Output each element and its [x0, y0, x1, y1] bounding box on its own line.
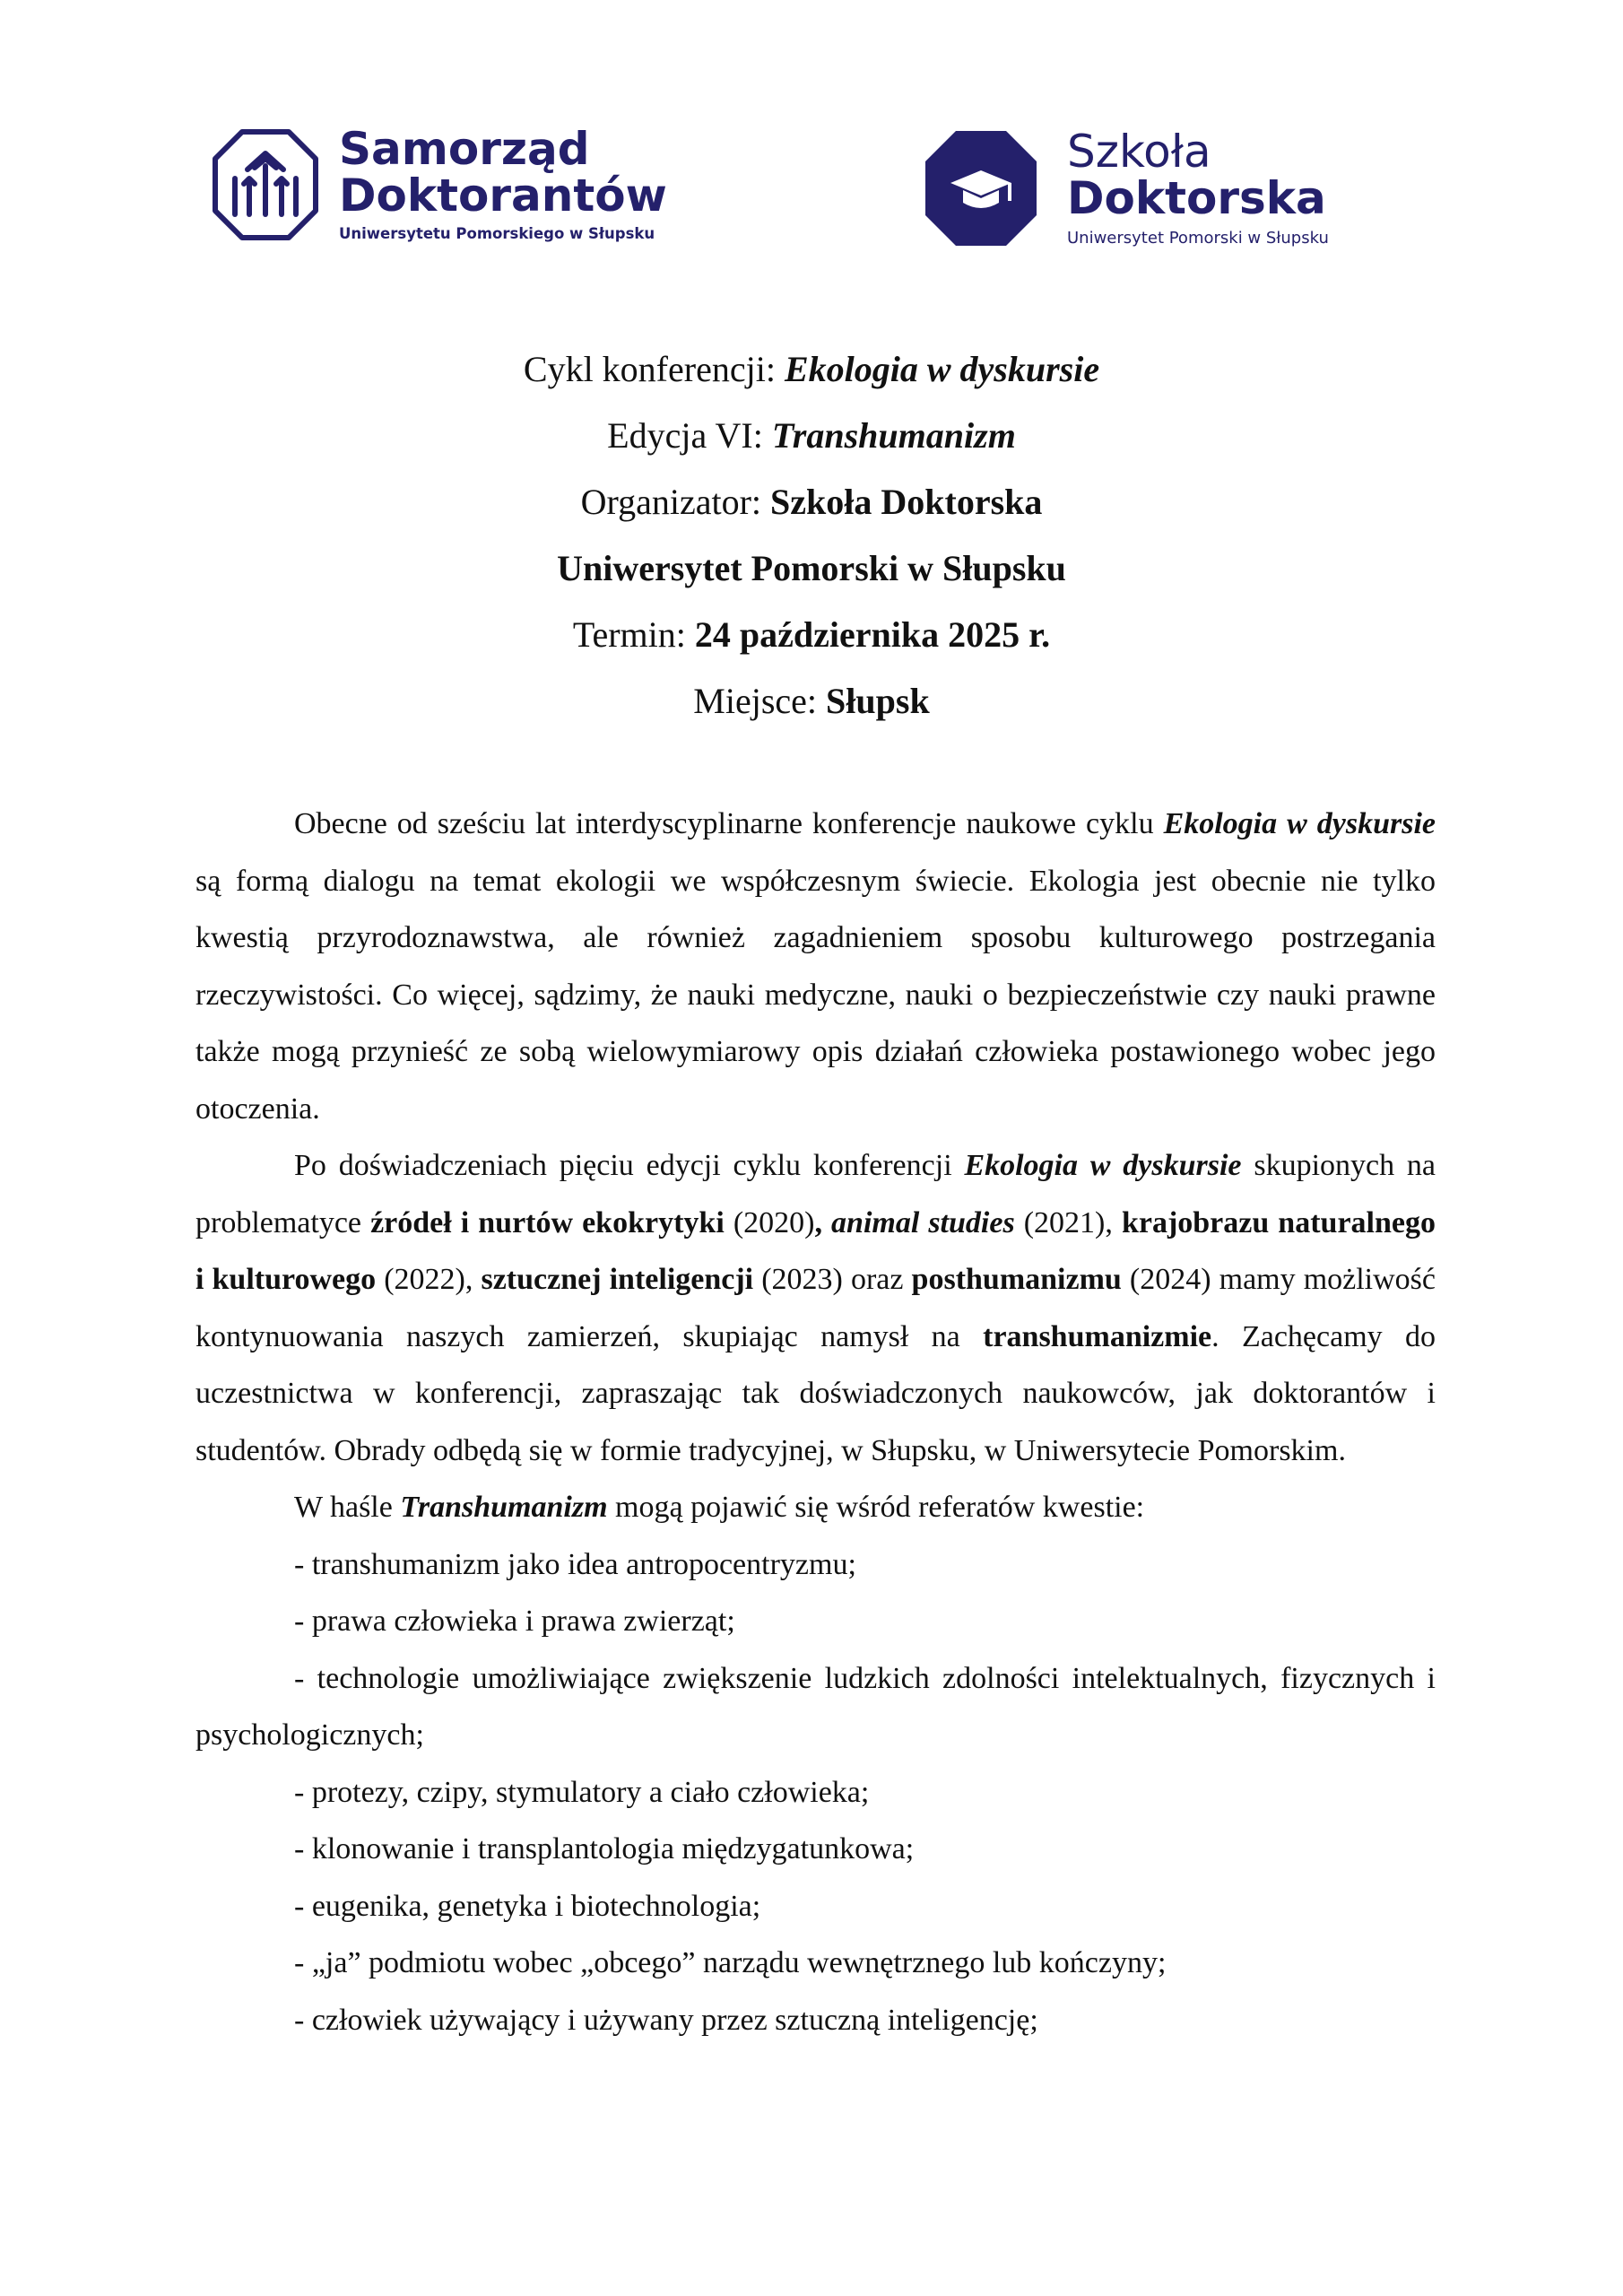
list-item: - technologie umożliwiające zwiększenie ludzkich zdolności intelektualnych, fizycznych i psychologicznych; — [195, 1661, 1436, 1752]
p2-text-6: (2023) oraz — [753, 1263, 912, 1296]
p2-text-4: (2021), — [1014, 1205, 1122, 1239]
szkola-logo-line2: Doktorska — [1067, 172, 1326, 224]
organizer-line — [0, 469, 1623, 535]
topics-list — [195, 1536, 1436, 2049]
list-item: - protezy, czipy, stymulatory a ciało człowieka; — [294, 1775, 870, 1809]
edition-name: Transhumanizm — [771, 415, 1016, 456]
p1-series-name: Ekologia w dyskursie — [1163, 807, 1436, 840]
list-item: - eugenika, genetyka i biotechnologia; — [294, 1889, 761, 1923]
samorzad-logo-line2: Doktorantów — [339, 170, 667, 222]
series-line — [0, 336, 1623, 403]
edition-label: Edycja VI: — [607, 415, 772, 456]
place-value: Słupsk — [826, 681, 930, 721]
p2-text-3: (2020) — [724, 1205, 815, 1239]
list-intro-text-1: W haśle — [294, 1491, 401, 1524]
p2-text-2: skupionych na problematyce — [195, 1149, 1436, 1239]
place-label: Miejsce: — [693, 681, 827, 721]
p1-text-2: są formą dialogu na temat ekologii we współczesnym świecie. Ekologia jest obecnie nie tylko kwestią przyrodoznawstwa, ale również zagadnieniem sposobu kulturowego postrzegania rzeczywistości. Co więcej, sądzimy, że nauki medyczne, nauki o bezpieczeństwie czy nauki prawne także mogą przynieść ze sobą wielowymiarowy opis działań człowieka postawionego wobec jego otoczenia. — [195, 864, 1436, 1126]
samorzad-logo-line1: Samorząd — [339, 123, 590, 175]
list-item: - klonowanie i transplantologia międzygatunkowa; — [294, 1832, 915, 1866]
p2-comma: , — [814, 1205, 832, 1239]
list-item: - człowiek używający i używany przez sztuczną inteligencję; — [294, 2003, 1038, 2037]
p2-topic-krajobraz: krajobrazu naturalnego i kulturowego — [195, 1205, 1436, 1296]
paragraph-history — [195, 1137, 1436, 1479]
p2-series-name: Ekologia w dyskursie — [964, 1149, 1242, 1182]
conference-header — [0, 336, 1623, 735]
szkola-logo-line1: Szkoła — [1067, 126, 1211, 178]
university-line: Uniwersytet Pomorski w Słupsku — [557, 548, 1066, 588]
p2-text-8: . Zachęcamy do uczestnictwa w konferencji, zapraszając tak doświadczonych naukowców, jak doktorantów i studentów. Obrady odbędą się w formie tradycyjnej, w Słupsku, w Uniwersytecie Pomorskim. — [195, 1319, 1436, 1467]
szkola-logo-subtitle: Uniwersytet Pomorski w Słupsku — [1067, 229, 1329, 248]
paragraph-intro — [195, 796, 1436, 1137]
p2-text-7: (2024) mamy możliwość kontynuowania naszych zamierzeń, skupiając namysł na — [195, 1263, 1436, 1353]
graduation-cap-icon — [924, 129, 1038, 248]
szkola-logo-text — [1067, 128, 1329, 248]
date-value: 24 października 2025 r. — [694, 614, 1051, 655]
p2-text-5: (2022), — [376, 1263, 482, 1296]
organizer-label: Organizator: — [580, 482, 770, 522]
samorzad-logo-text — [339, 123, 667, 244]
p2-topic-ai: sztucznej inteligencji — [481, 1263, 754, 1296]
list-item: - transhumanizm jako idea antropocentryzmu; — [294, 1547, 856, 1581]
p2-text-1: Po doświadczeniach pięciu edycji cyklu konferencji — [294, 1149, 965, 1182]
topics-list-intro — [195, 1479, 1436, 1536]
samorzad-emblem-icon — [212, 128, 319, 241]
p2-topic-ekokrytyka: źródeł i nurtów ekokrytyki — [370, 1205, 725, 1239]
list-intro-theme: Transhumanizm — [400, 1491, 608, 1524]
series-label: Cykl konferencji: — [523, 349, 785, 389]
document-body — [195, 796, 1436, 2048]
organizer-name: Szkoła Doktorska — [770, 482, 1043, 522]
place-line — [0, 668, 1623, 735]
list-item: - „ja” podmiotu wobec „obcego” narządu wewnętrznego lub kończyny; — [294, 1946, 1167, 1979]
list-item: - prawa człowieka i prawa zwierząt; — [294, 1605, 735, 1638]
date-line — [0, 602, 1623, 668]
samorzad-doktorantow-logo — [212, 123, 667, 244]
p2-topic-posthumanizm: posthumanizmu — [911, 1263, 1122, 1296]
date-label: Termin: — [572, 614, 695, 655]
series-name: Ekologia w dyskursie — [784, 349, 1100, 389]
edition-line — [0, 403, 1623, 469]
list-intro-text-2: mogą pojawić się wśród referatów kwestie: — [607, 1491, 1145, 1524]
samorzad-logo-subtitle: Uniwersytetu Pomorskiego w Słupsku — [339, 225, 655, 242]
p2-topic-transhumanizm: transhumanizmie — [983, 1319, 1212, 1353]
p1-text-1: Obecne od sześciu lat interdyscyplinarne konferencje naukowe cyklu — [294, 807, 1164, 840]
szkola-doktorska-logo — [924, 128, 1329, 248]
p2-topic-animal-studies: animal studies — [831, 1205, 1015, 1239]
